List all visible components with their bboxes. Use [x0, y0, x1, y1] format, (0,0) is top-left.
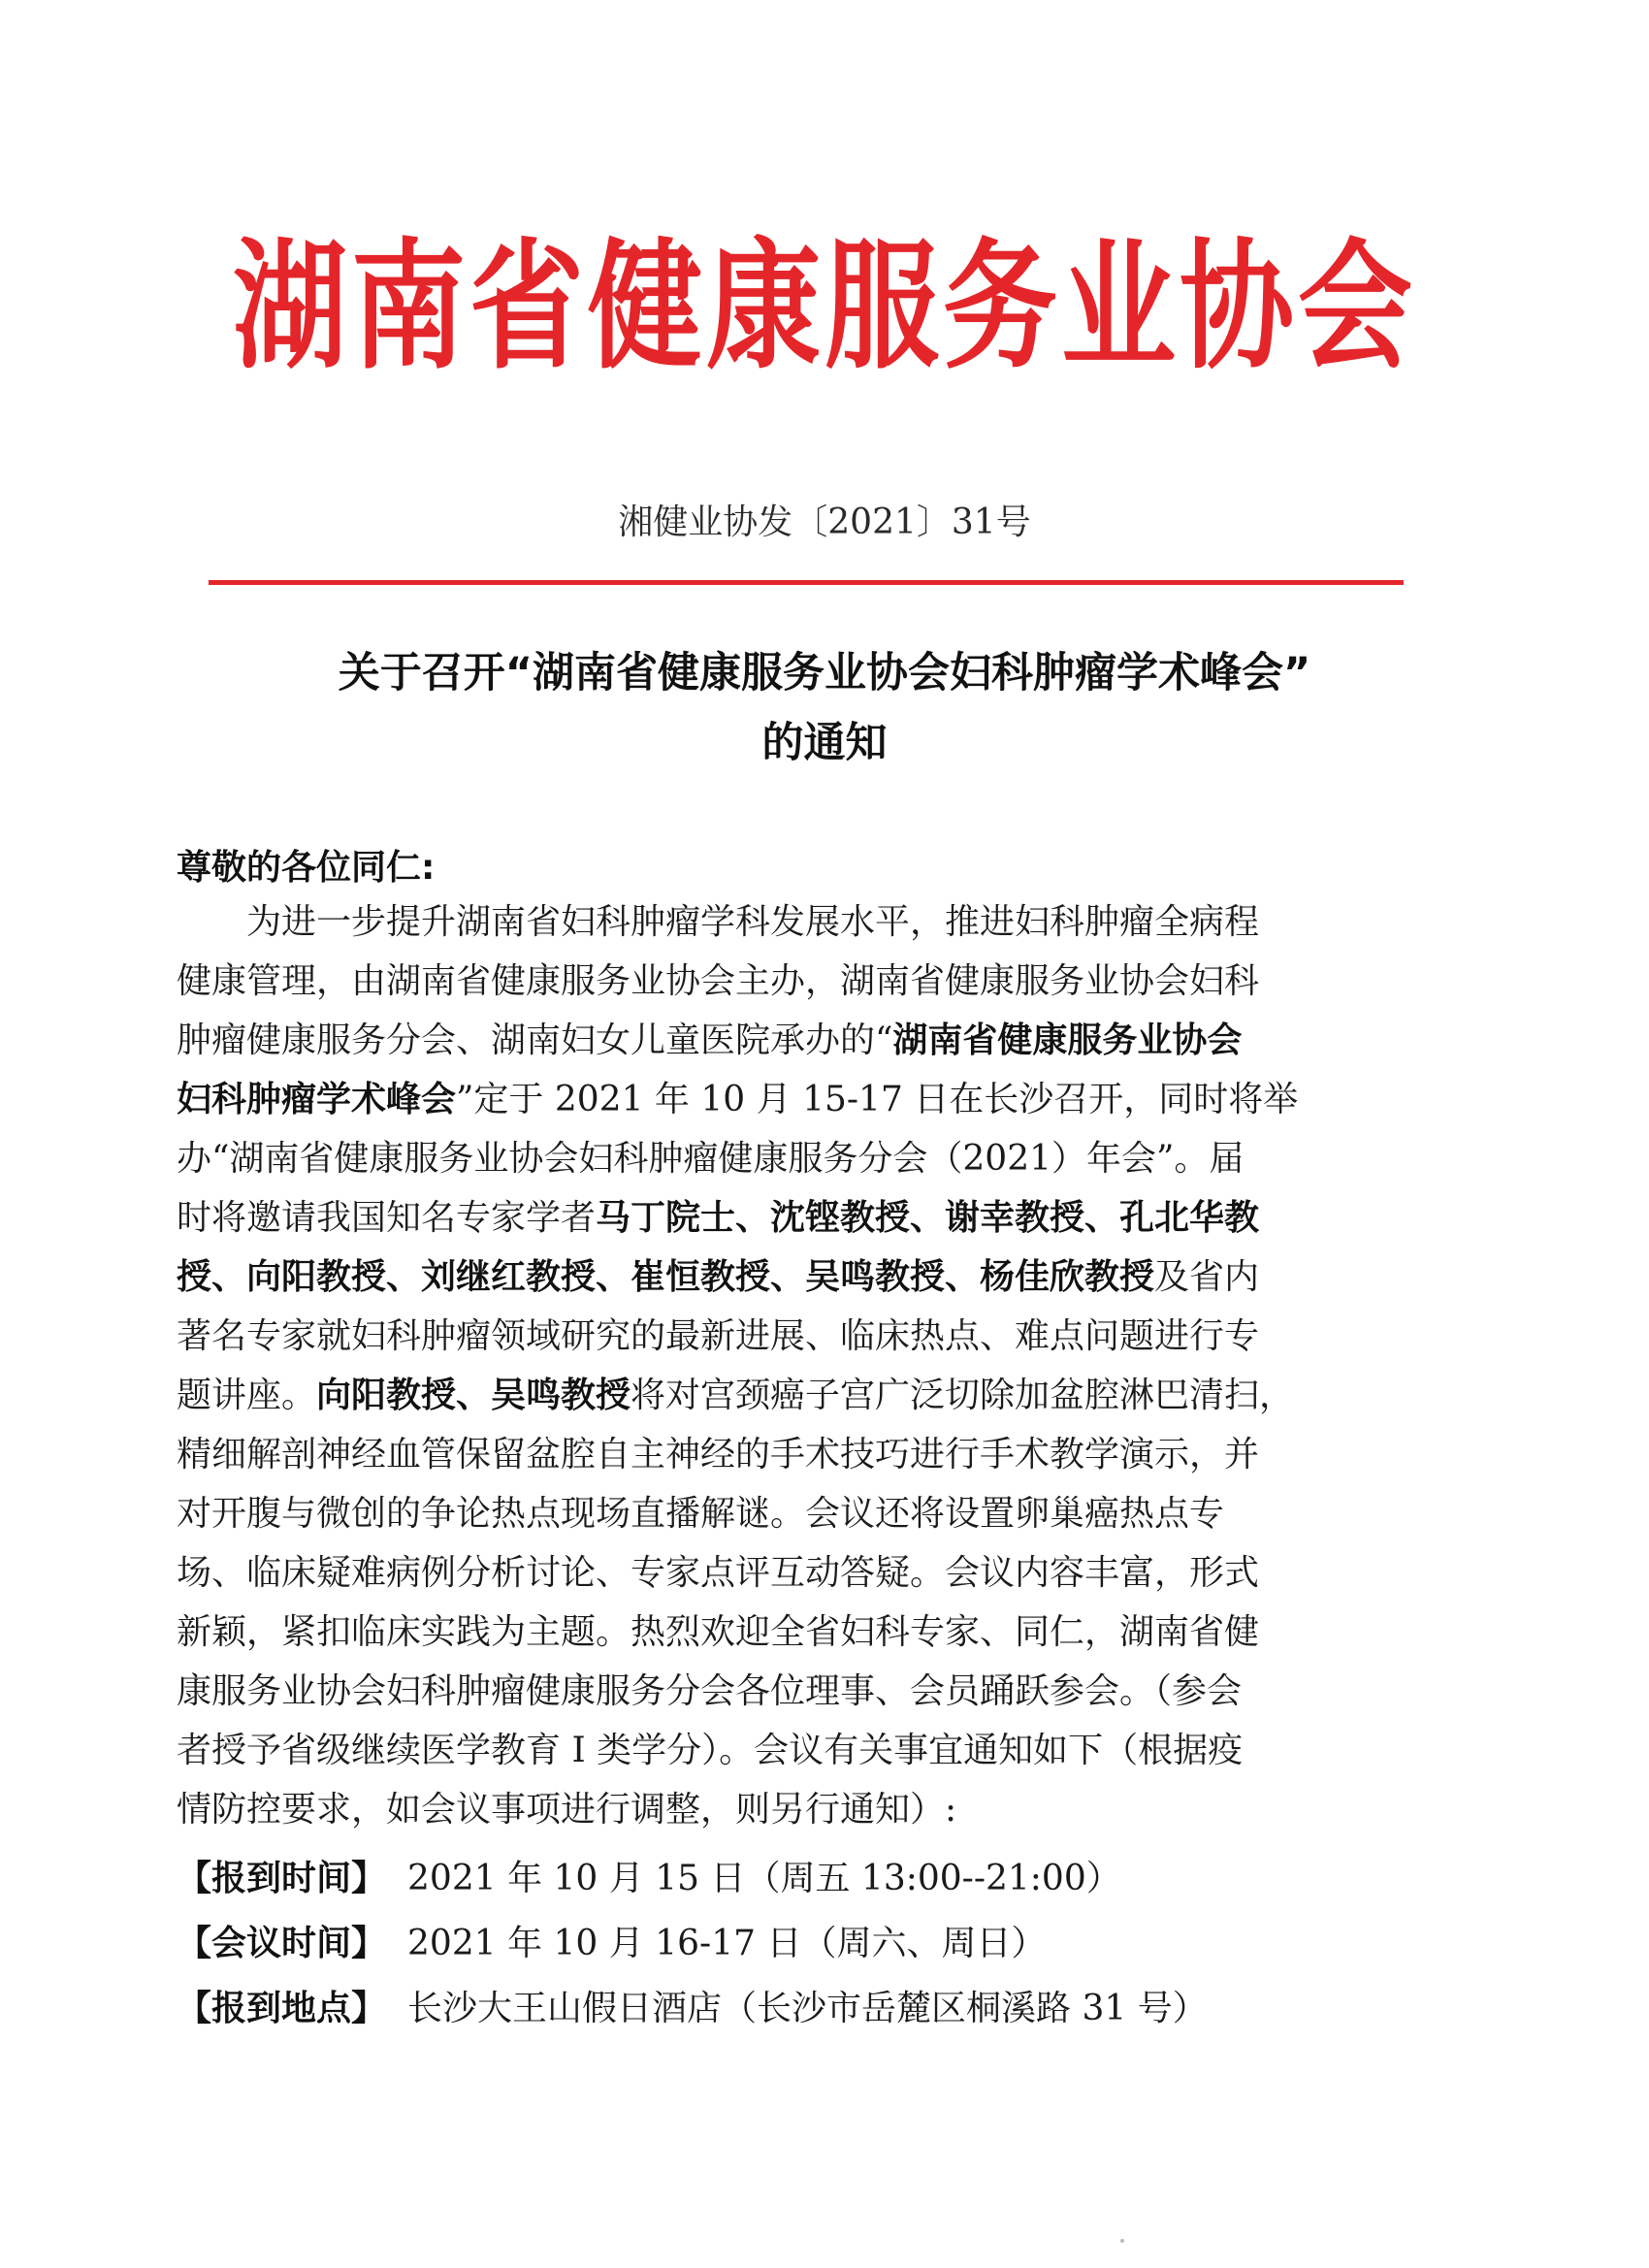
- body-text-segment: ”定于 2021 年 10 月 15-17 日在长沙召开，同时将举: [456, 1080, 1299, 1119]
- body-line: 者授予省级继续医学教育 I 类学分）。会议有关事宜通知如下（根据疫: [177, 1731, 1244, 1770]
- body-line: 对开腹与微创的争论热点现场直播解谜。会议还将设置卵巢癌热点专: [177, 1494, 1225, 1534]
- info-value: 2021 年 10 月 15 日（周五 13:00--21:00）: [407, 1859, 1121, 1898]
- notice-title: [97, 638, 1552, 778]
- body-line: 著名专家就妇科肿瘤领域研究的最新进展、临床热点、难点问题进行专: [177, 1316, 1260, 1356]
- body-line: [177, 1247, 1418, 1307]
- salutation: 尊敬的各位同仁:: [177, 848, 436, 888]
- notice-body: [177, 892, 1418, 1839]
- scan-speck: [1120, 2239, 1124, 2243]
- body-text-segment: 时将邀请我国知名专家学者: [177, 1198, 597, 1238]
- body-line: 为进一步提升湖南省妇科肿瘤学科发展水平，推进妇科肿瘤全病程: [246, 902, 1260, 942]
- info-label: 【报到时间】: [177, 1859, 387, 1898]
- body-line: 场、临床疑难病例分析讨论、专家点评互动答疑。会议内容丰富，形式: [177, 1553, 1260, 1593]
- expert-names-bold: 马丁院士、沈铿教授、谢幸教授、孔北华教: [596, 1198, 1260, 1238]
- info-label: 【会议时间】: [177, 1924, 387, 1963]
- title-line-2: 的通知: [761, 719, 888, 767]
- body-line: 情防控要求，如会议事项进行调整，则另行通知）:: [177, 1790, 957, 1830]
- expert-names-bold: 向阳教授、吴鸣教授: [316, 1376, 631, 1415]
- body-text-segment: 肿瘤健康服务分会、湖南妇女儿童医院承办的“: [177, 1021, 893, 1060]
- info-value: 2021 年 10 月 16-17 日（周六、周日）: [407, 1924, 1047, 1963]
- event-name-bold: 湖南省健康服务业协会: [892, 1021, 1243, 1060]
- body-line: [177, 1070, 1418, 1129]
- body-line: [177, 1366, 1418, 1425]
- expert-names-bold: 授、向阳教授、刘继红教授、崔恒教授、吴鸣教授、杨佳欣教授: [177, 1257, 1155, 1297]
- title-line-1: 关于召开“湖南省健康服务业协会妇科肿瘤学术峰会”: [338, 649, 1311, 697]
- body-line: 康服务业协会妇科肿瘤健康服务分会各位理事、会员踊跃参会。（参会: [177, 1671, 1243, 1711]
- info-value: 长沙大王山假日酒店（长沙市岳麓区桐溪路 31 号）: [407, 1989, 1208, 2028]
- body-line: [177, 1188, 1418, 1247]
- info-meeting-time: [177, 1916, 1418, 1965]
- info-checkin-time: [177, 1851, 1418, 1900]
- event-name-bold: 妇科肿瘤学术峰会: [177, 1080, 457, 1119]
- document-number: 湘健业协发〔2021〕31号: [618, 502, 1031, 542]
- body-line: 健康管理，由湖南省健康服务业协会主办，湖南省健康服务业协会妇科: [177, 961, 1260, 1001]
- organization-masthead: 湖南省健康服务业协会: [232, 224, 1416, 389]
- body-text-segment: 题讲座。: [177, 1376, 317, 1415]
- body-line: 精细解剖神经血管保留盆腔自主神经的手术技巧进行手术教学演示，并: [177, 1435, 1260, 1474]
- info-checkin-location: [177, 1981, 1418, 2030]
- red-divider-line: [209, 580, 1404, 585]
- body-line: 新颖，紧扣临床实践为主题。热烈欢迎全省妇科专家、同仁，湖南省健: [177, 1612, 1260, 1652]
- info-label: 【报到地点】: [177, 1989, 387, 2028]
- body-line: 办“湖南省健康服务业协会妇科肿瘤健康服务分会（2021）年会”。届: [177, 1139, 1245, 1179]
- body-text-segment: 及省内: [1154, 1257, 1260, 1297]
- body-text-segment: 将对宫颈癌子宫广泛切除加盆腔淋巴清扫，: [630, 1376, 1295, 1415]
- body-line: [177, 1011, 1418, 1070]
